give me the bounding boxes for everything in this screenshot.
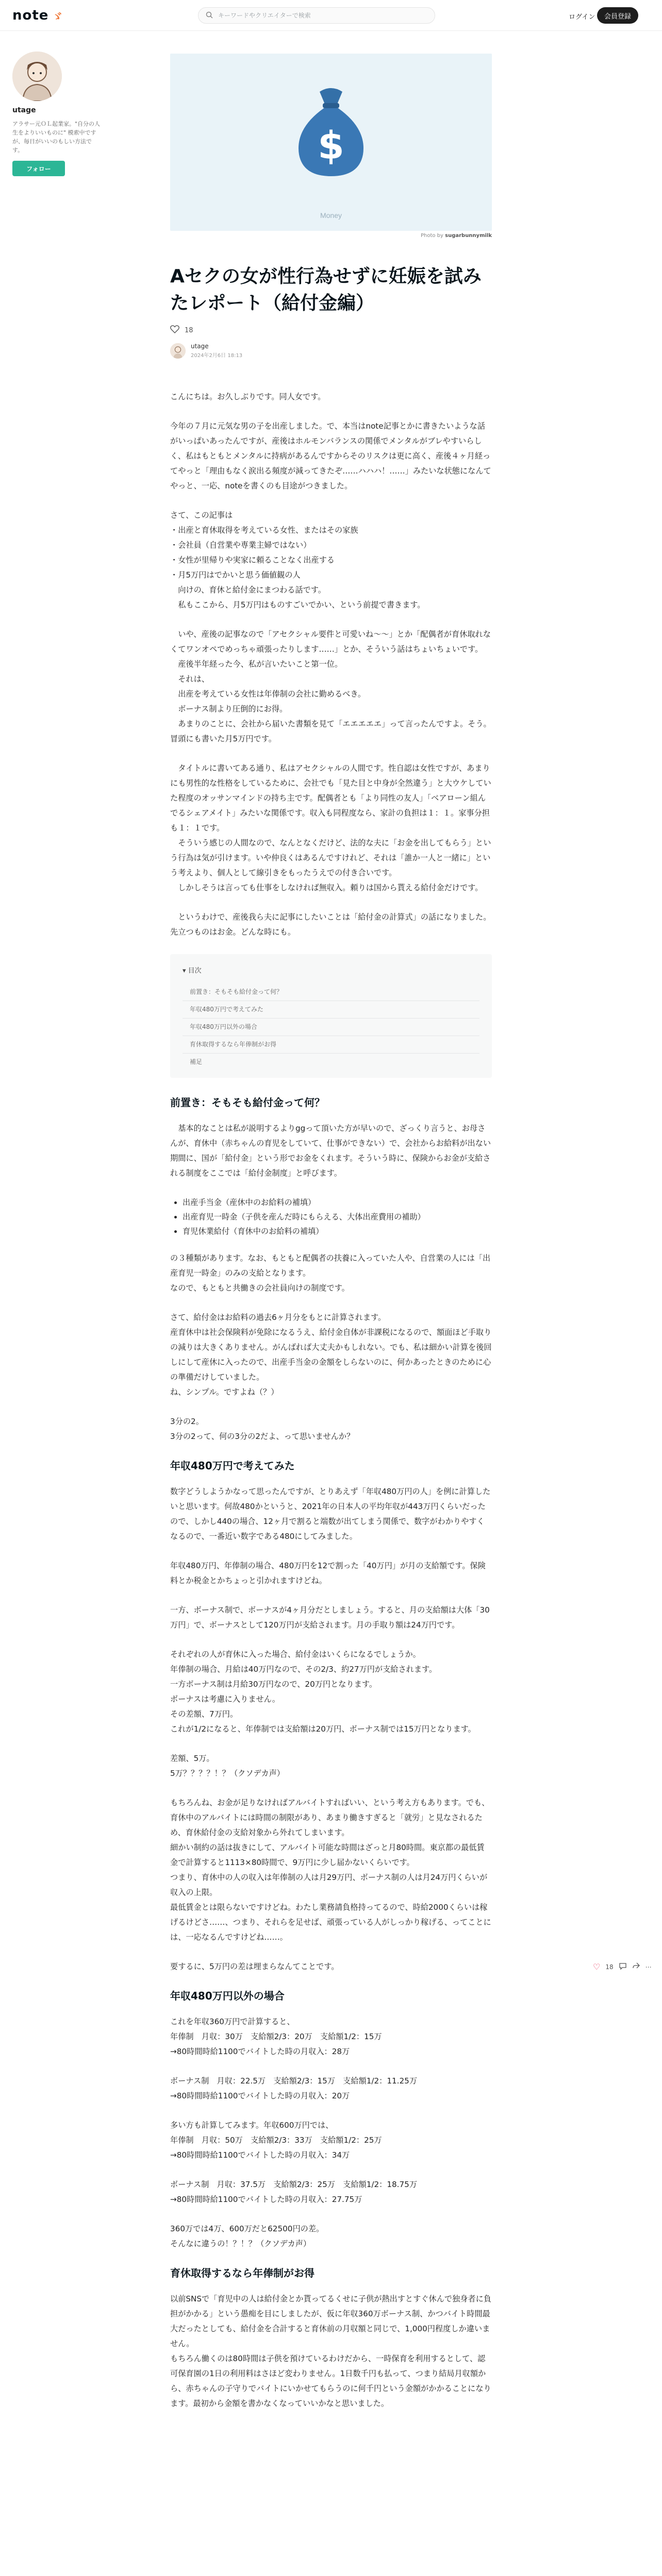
toc-item[interactable]: 前置き：そもそも給付金って何？ [190,988,283,995]
floating-like-count: 18 [605,1963,614,1971]
toc-item[interactable]: 補足 [183,1053,479,1071]
paragraph: タイトルに書いてある通り、私はアセクシャルの人間です。性自認は女性ですが、あまりにも男性的な性格をしているために、会社でも「見た目と中身が全然違う」と大ウケしていた程度のオッサンマインドの持ち主です。配偶者とも「より同性の友人」「ベアローン組んでるシェアメイト」みたいな関係です。収入も同程度なら、家計の負担は１：１。家事分担も１：１です。 そういう感じの人間なので、なんとなくだけど、法的な夫に「お金を出してもらう」という行為は気が引けます。いや仲良くはあるんですけれど、それは「誰か一人と一緒に」という考えより、個人として線引きをもったうえでの付き合いです。 しかしそうは言っても仕事をしなければ無収入。頼りは国から貰える給付金だけです。 [170,764,491,892]
paragraph: というわけで、産後我ら夫に記事にしたいことは「給付金の計算式」の話になりました。先立つものはお金。どんな時にも。 [170,912,491,937]
photo-credit-prefix: Photo by [420,233,443,239]
list-item: • 出産育児一時金（子供を産んだ時にもらえる、大体出産費用の補助） [183,1210,492,1224]
comment-icon[interactable] [619,1962,627,1972]
section-heading: 前置き：そもそも給付金って何？ [170,1096,325,1109]
paragraph: さて、この記事は [170,511,233,520]
section-heading: 年収480万円以外の場合 [170,1990,285,2002]
floating-action-bar [593,1962,652,1972]
paragraph: こんにちは。お久しぶりです。同人女です。 [170,392,326,401]
paragraph: 要するに、5万円の差は埋まらなんてことです。 [170,1962,339,1971]
toc-item[interactable]: 年収480万円で考えてみた [183,1001,479,1018]
paragraph: それぞれの人が育休に入った場合、給付金はいくらになるでしょうか。 年俸制の場合、月給は40万円なので、その2/3、約27万円が支給されます。 一方ボーナス制は月給30万円なので、20万円となります。 ボーナスは考慮に入りません。 その差額、7万円。 これが1/2になると、年俸制では支給額は20万円、ボーナス制では15万円となります。 [170,1650,476,1734]
paragraph: さて、給付金はお給料の過去6ヶ月分をもとに計算されます。 産育休中は社会保険料が免除になるうえ、給付金自体が非課税になるので、額面ほど手取りの減りは大きくありません。がんばれば大丈夫かもしれない。でも、私は細かい計算を後回しにして産休に入ったので、出産手当金の金額をしらないのに、何かあったときのために心の準備だけしていました。 ね、シンプル。ですよね（？） [170,1313,492,1397]
author-sidebar [12,52,115,176]
photo-credit [170,233,492,239]
logo-mark-icon: ゞ [51,9,64,24]
list-item: • 育児休業給付（育休中のお給料の補填） [183,1224,492,1239]
paragraph: の３種類があります。なお、もともと配偶者の扶養に入っていた人や、自営業の人には「出産育児一時金」のみの支給となります。 なので、もともと共働きの会社員向けの制度です。 [170,1253,491,1293]
article-main [170,54,492,2426]
byline-author[interactable]: utage [191,343,209,350]
bullet-list [183,1195,492,1239]
section-heading: 年収480万円で考えてみた [170,1460,295,1472]
article-body [170,389,492,2411]
follow-button[interactable] [12,161,65,176]
toc-item[interactable]: 育休取得するなら年俸制がお得 [183,1036,479,1053]
more-icon[interactable]: ⋯ [645,1963,652,1971]
heart-icon[interactable] [170,325,179,335]
like-row [170,325,492,335]
toc-item[interactable]: 年収480万円以外の場合 [183,1018,479,1036]
list-item: • 出産手当金（産休中のお給料の補填） [183,1195,492,1210]
toc-heading: ▾ 目次 [183,967,202,975]
paragraph: 以前SNSで「育児中の人は給付金とか貰ってるくせに子供が熱出すとすぐ休んで独身者に負担がかかる」という愚痴を目にしましたが、仮に年収360万ボーナス制、かつバイト時間最大だったとしても、給付金を合計すると育休前の月収額と同じで、1,000円程度しか違いません。 もちろん働くのは80時間は子供を預けているわけだから、一時保育を利用するとして、認可保育園の1日の利用料はさほど変わりません。1日数千円も払って、つまり結局月収額から、赤ちゃんの子守りでバイトにいかせてもらうのに何千円という金額がかかることになります。最初から金額を書かなくなっていいかなと思いました。 [170,2294,491,2408]
money-bag-icon [290,82,372,180]
byline-avatar[interactable] [170,343,186,359]
signup-button[interactable]: 会員登録 [597,7,638,24]
paragraph: 数字どうしようかなって思ったんですが、とりあえず「年収480万円の人」を例に計算したいと思います。何故480かというと、2021年の日本人の平均年収が443万円くらいだったので、しかし440の場合、12ヶ月で割ると端数が出てしまう関係で、数字がわかりやすくなるので、一番近い数字である480にしてみました。 [170,1487,491,1541]
author-bio: アラサー元ＯＬ起業家。"自分の人生をよりいいものに" 模索中ですが、毎日がいいのもしい方法です。 [12,121,101,154]
paragraph: 360万では4万、600万だと62500円の差。 そんなに違うの！？！？（クソデカ声） [170,2224,324,2248]
follow-label: フォロー [26,165,51,173]
search-bar[interactable] [198,7,435,24]
table-of-contents [170,954,492,1078]
share-icon[interactable] [632,1962,640,1972]
top-header [0,0,662,31]
paragraph: ボーナス制 月収：37.5万 支給額2/3：25万 支給額1/2：18.75万 →80時間時給1100でバイトした時の月収入：27.75万 [170,2180,418,2204]
paragraph: 3分の2。 3分の2って、何の3分の2だよ、って思いませんか？ [170,1417,355,1441]
section-heading: 育休取得するなら年俸制がお得 [170,2267,315,2279]
paragraph: 今年の７月に元気な男の子を出産しました。で、本当はnote記事とかに書きたいような話がいっぱいあったんですが、産後はホルモンバランスの関係でメンタルがブレやすいらしく、私はもともとメンタルに持病があるんですからそのリスクは更に高く、産後４ヶ月経ってやっと「理由もなく涙出る頻度が減ってきたぞ……ハハハ！……」みたいな状態になんてやっと、一応、noteを書くのも目途がつきました。 [170,421,491,490]
search-input[interactable] [218,12,414,19]
paragraph: ボーナス制 月収：22.5万 支給額2/3：15万 支給額1/2：11.25万 →80時間時給1100でバイトした時の月収入：20万 [170,2076,418,2100]
login-link[interactable]: ログイン [569,13,595,21]
hero-image [170,54,492,231]
paragraph: 基本的なことは私が説明するよりggって頂いた方が早いので、ざっくり言うと、お母さんが、育休中（赤ちゃんの育児をしていて、仕事ができない）で、会社からお給料が出ない期間に、国が「給付金」という形でお金をくれます。そういう時に、保険からお金が支給される制度をここでは「給付金制度」と呼びます。 [170,1124,491,1178]
note-logo[interactable] [12,7,63,24]
byline-date: 2024年2月6日 18:13 [191,353,243,359]
author-avatar[interactable] [12,52,62,101]
floating-heart-icon[interactable]: ♡ [593,1962,601,1972]
toc-heading-label: 目次 [188,967,202,975]
logo-text: note [12,8,49,23]
paragraph: 差額、5万。 5万？？？？！？（クソデカ声） [170,1754,285,1778]
like-count: 18 [185,326,193,334]
paragraph: 年収480万円、年俸制の場合、480万円を12で割った「40万円」が月の支給額です。保険料とか税金とかちょっと引かれますけどね。 [170,1561,486,1585]
paragraph: 一方、ボーナス制で、ボーナスが4ヶ月分だとしましょう。すると、月の支給額は大体「30万円」で、ボーナスとして120万円が支給されます。月の手取り額は24万円です。 [170,1605,490,1630]
paragraph: いや、産後の記事なので「アセクシャル要件と可愛いね〜〜」とか「配偶者が育休取れなくてワンオペでめっちゃ頑張ったりします……」とか、そういう話はちょいちょいです。 産後半年経った今、私が言いたいこと第一位。 それは、 出産を考えている女性は年俸制の会社に勤めるべき。 ボーナス制より圧倒的にお得。 あまりのことに、会社から届いた書類を見て「エエエエエ」って言ったんですよ。そう。冒頭にも書いた月5万円です。 [170,630,491,743]
search-icon [206,11,213,21]
photo-credit-name[interactable]: sugarbunnymilk [445,233,492,239]
paragraph: ・出産と育休取得を考えている女性、またはその家族 ・会社員（自営業や専業主婦ではない） ・女性が里帰りや実家に頼ることなく出産する ・月5万円はでかいと思う価値観の人 向けの、育休と給付金にまつわる話です。 私もここから、月5万円はものすごいでかい、という前提で書きます。 [170,526,425,609]
svg-text:$: $ [318,124,344,168]
author-name[interactable]: utage [12,106,36,114]
article-title: Aセクの女が性行為せずに妊娠を試みたレポート（給付金編） [170,266,482,314]
paragraph: これを年収360万円で計算すると、 年俸制 月収：30万 支給額2/3：20万 支給額1/2：15万 →80時間時給1100でバイトした時の月収入：28万 [170,2017,382,2056]
paragraph: 多い方も計算してみます。年収600万円では、 年俸制 月収：50万 支給額2/3：33万 支給額1/2：25万 →80時間時給1100でバイトした時の月収入：34万 [170,2121,382,2160]
byline [170,343,492,359]
paragraph: もちろんね、お金が足りなければアルバイトすればいい、という考え方もあります。でも、育休中のアルバイトには時間の制限があり、あまり働きすぎると「就労」と見なされるため、育休給付金の支給対象から外れてしまいます。 細かい制約の話は抜きにして、アルバイト可能な時間はざっと月80時間。東京都の最低賃金で計算すると1113×80時間で、9万円に少し届かないくらいです。 つまり、育休中の人の収入は年俸制の人は月29万円、ボーナス制の人は月24万円くらいが収入の上限。 最低賃金とは限らないですけどね。わたし業務請負格持ってるので、時給2000くらいは稼げるけどさ……、つまり、それらを足せば、頑張っている人がしっかり稼げる、ってことには、一応なるんですけどね……。 [170,1798,491,1942]
hero-caption: Money [320,211,342,219]
